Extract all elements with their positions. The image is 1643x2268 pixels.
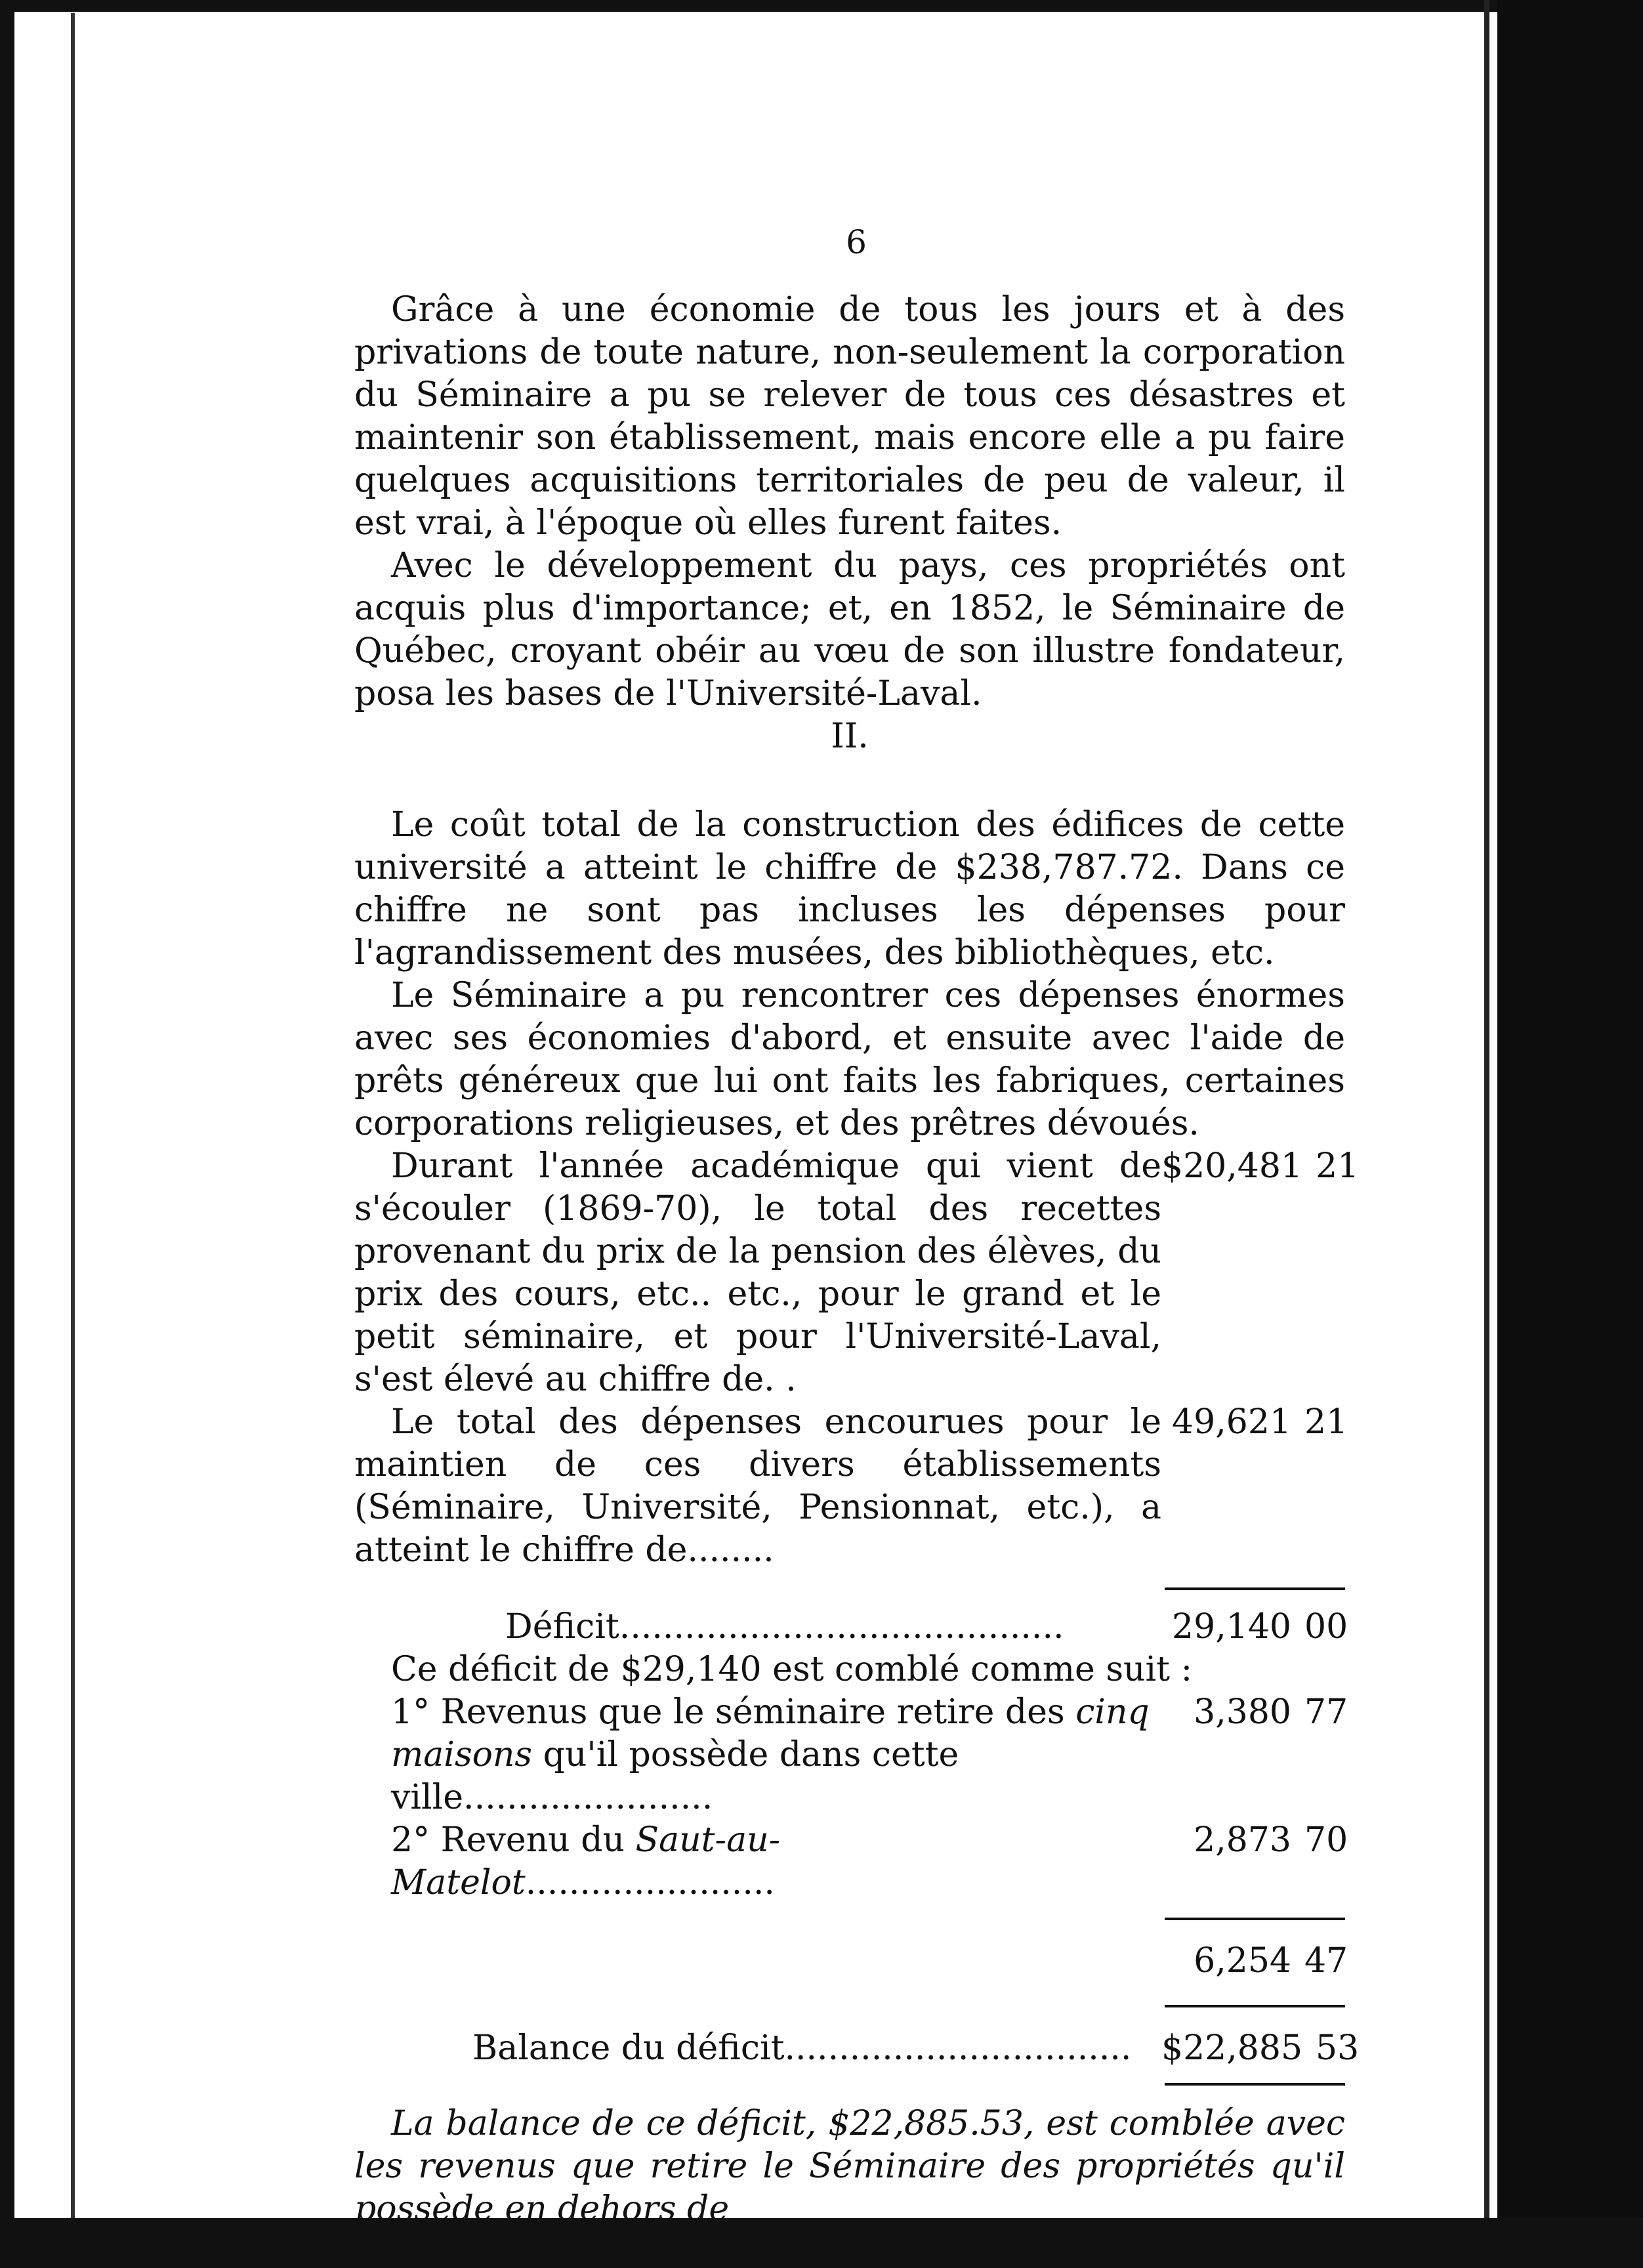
deficit-row [354, 1606, 1348, 1648]
covered-intro-row [354, 1648, 1345, 1691]
receipts-amount [1161, 1145, 1360, 1188]
receipts-dollars: $20,481 [1161, 1146, 1303, 1186]
item2-amount [1161, 1819, 1348, 1862]
item1-italic: cinq maisons [391, 1692, 1150, 1774]
paragraph-1: Grâce à une économie de tous les jours et à des privations de toute nature, non-seulement la corporation du Séminaire a pu se relever de tous ces désastres et maintenir son établissement, mais encore elle a pu faire quelques acquisitions territoriales de peu de valeur, il est vrai, à l'époque où elles furent faites. [354, 290, 1345, 543]
receipts-row [354, 1145, 1360, 1401]
subtotal-cents: 47 [1304, 1941, 1348, 1981]
item1-prefix: 1° Revenus que le séminaire retire des [391, 1692, 1065, 1732]
balance-dollars: $22,885 [1161, 2028, 1303, 2068]
deficit-amount [1161, 1606, 1348, 1648]
deficit-label: Déficit......................................... [505, 1607, 1064, 1647]
expenses-amount [1161, 1401, 1348, 1444]
page-number: 6 [846, 223, 867, 261]
scan-border-top [0, 0, 1643, 12]
item2-label [354, 1819, 1161, 1904]
deficit-cents: 00 [1304, 1607, 1348, 1647]
item2-italic: Saut-au-Matelot [391, 1820, 781, 1902]
item1-cents: 77 [1304, 1692, 1348, 1732]
section-heading: II. [831, 717, 869, 756]
subtotal-row [354, 1940, 1348, 1983]
paragraph-2: Avec le développement du pays, ces propriétés ont acquis plus d'importance; et, en 1852, le Séminaire de Québec, croyant obéir au vœu de son illustre fondateur, posa les bases de l'Université-Laval. [354, 546, 1345, 713]
balance-row [354, 2027, 1360, 2070]
item2-dots: ....................... [525, 1863, 775, 1902]
paragraph-6: Le total des dépenses encourues pour le maintien de ces divers établissements (Séminaire, Université, Pensionnat, etc.), a atteint le chiffre de........ [354, 1402, 1161, 1570]
item2-dollars: 2,873 [1194, 1820, 1291, 1860]
scan-border-left [0, 0, 14, 2268]
scan-gutter-line [71, 13, 75, 2218]
scan-border-right-line [1484, 0, 1489, 2268]
item2-cents: 70 [1304, 1820, 1348, 1860]
balance-cents: 53 [1316, 2028, 1360, 2068]
item1-rest: qu'il possède dans cette ville....................... [391, 1735, 959, 1817]
deficit-dollars: 29,140 [1172, 1607, 1291, 1647]
item2-prefix: 2° Revenu du [391, 1820, 625, 1860]
expenses-cents: 21 [1304, 1402, 1348, 1442]
item1-label [354, 1691, 1161, 1819]
balance-amount [1161, 2027, 1360, 2070]
covered-intro: Ce déficit de $29,140 est comblé comme suit : [391, 1650, 1193, 1689]
subtotal-dollars: 6,254 [1194, 1941, 1291, 1981]
paragraph-4: Le Séminaire a pu rencontrer ces dépenses énormes avec ses économies d'abord, et ensuite avec l'aide de prêts généreux que lui ont faits les fabriques, certaines corporations religieuses, et des prêtres dévoués. [354, 976, 1345, 1143]
page-body [354, 223, 1360, 2231]
scan-border-right [1497, 0, 1643, 2268]
subtotal-amount [1161, 1940, 1348, 1983]
item1-amount [1161, 1691, 1348, 1734]
paragraph-3: Le coût total de la construction des édifices de cette université a atteint le chiffre de $238,787.72. Dans ce chiffre ne sont pas incluses les dépenses pour l'agrandissement des musées, des bibliothèques, etc. [354, 805, 1345, 973]
balance-label: Balance du déficit................................ [472, 2028, 1132, 2068]
item1-dollars: 3,380 [1194, 1692, 1291, 1732]
item1-row [354, 1691, 1348, 1819]
paragraph-5: Durant l'année académique qui vient de s'écouler (1869-70), le total des recettes provenant du prix de la pension des élèves, du prix des cours, etc.. etc., pour le grand et le petit séminaire, et pour l'Université-Laval, s'est élevé au chiffre de. . [354, 1146, 1161, 1399]
closing-paragraph: La balance de ce déficit, $22,885.53, est comblée avec les revenus que retire le Séminaire des propriétés qu'il possède en dehors de [354, 2104, 1345, 2229]
item2-row [354, 1819, 1348, 1904]
receipts-cents: 21 [1316, 1146, 1360, 1186]
expenses-dollars: 49,621 [1172, 1402, 1291, 1442]
expenses-row [354, 1401, 1348, 1572]
